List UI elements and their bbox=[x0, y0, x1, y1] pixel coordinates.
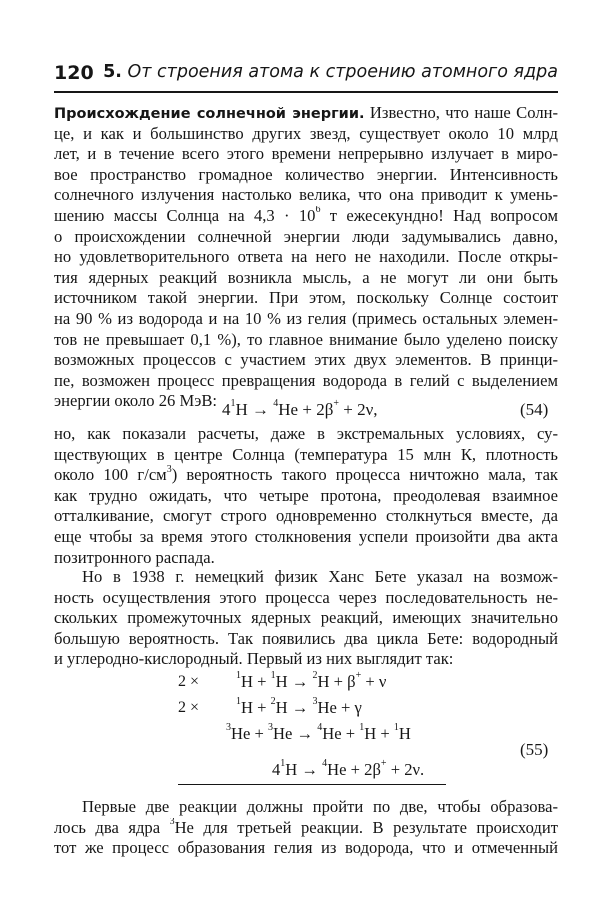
text-line: пе, возможен процесс превращения водорода в гелий с выделением bbox=[54, 370, 558, 390]
paragraph-bethe bbox=[54, 567, 558, 670]
equation-number-55: (55) bbox=[520, 740, 549, 759]
page-number: 120 bbox=[54, 62, 94, 84]
paragraph-conclusion bbox=[54, 797, 558, 859]
text-line: но удовлетворительного ответа на него не находили. После откры- bbox=[54, 247, 558, 267]
header-rule bbox=[54, 91, 558, 93]
text-line: источником такой энергии. При этом, поскольку Солнце состоит bbox=[54, 288, 558, 308]
paragraph-solar-energy bbox=[54, 103, 558, 412]
text-line: лет, и в течение всего этого времени непрерывно излучает в миро- bbox=[54, 144, 558, 164]
text-line: Но в 1938 г. немецкий физик Ханс Бете указал на возмож- bbox=[82, 567, 558, 586]
reaction-total: $4^1H \to ^4He + 2\beta^+ + 2\nu$. bbox=[272, 758, 425, 779]
text-line: ность осуществления этого процесса через последовательность не- bbox=[54, 587, 558, 607]
multiplier: 2 × bbox=[178, 699, 200, 716]
text-line: о происхождении солнечной энергии люди задумывались давно, bbox=[54, 226, 558, 246]
reaction-2: $^1$H + $^2$H → $^3$He + γ bbox=[236, 696, 362, 717]
text-line: на 90 % из водорода и на 10 % из гелия (примесь остальных элемен- bbox=[54, 308, 558, 328]
chapter-number: 5. bbox=[103, 62, 122, 82]
reaction-3: $^3$He + $^3$He → $^4$He + $^1$H + $^1$H bbox=[226, 722, 411, 743]
text-line: тот же процесс образования гелия из водорода, что и отмеченный bbox=[54, 838, 558, 858]
text-line: энергии около 26 МэВ: bbox=[54, 391, 217, 411]
text-line: вое пространство громадное количество энергии. Интенсивность bbox=[54, 164, 558, 184]
text-line: позитронного распада. bbox=[54, 547, 215, 567]
text-line: ществующих в центре Солнца (температура 15 млн К, плотность bbox=[54, 444, 558, 464]
text-line: возможных процессов с участием этих двух элементов. В принци- bbox=[54, 350, 558, 370]
reaction-1: $^1$H + $^1$H → $^2$H + β+ + ν bbox=[236, 670, 387, 691]
text-line: Первые две реакции должны пройти по две, чтобы образова- bbox=[82, 797, 558, 816]
equation-number-54: (54) bbox=[520, 400, 549, 419]
multiplier: 2 × bbox=[178, 673, 200, 690]
text-line: тов не превышает 0,1 %), то главное внимание было уделено поиску bbox=[54, 329, 558, 349]
paragraph-heading: Происхождение солнечной энергии. bbox=[54, 106, 365, 122]
text-line: тия ядерных реакций возникла мысль, а не могут ли они быть bbox=[54, 267, 558, 287]
text-line: но, как показали расчеты, даже в экстремальных условиях, су- bbox=[54, 424, 558, 443]
text-line: еще чтобы за время этого столкновения успели произойти два акта bbox=[54, 526, 558, 546]
text-line: шению массы Солнца на $4,3 \cdot 10^6$ т ежесекундно! Над вопросом bbox=[54, 205, 558, 225]
equation-54: $4^1H \to ^4He + 2\beta^+ + 2\nu$, bbox=[222, 398, 378, 419]
chapter-title: От строения атома к строению атомного ядра bbox=[127, 62, 558, 82]
text-line: и углеродно-кислородный. Первый из них выглядит так: bbox=[54, 649, 454, 669]
page-header bbox=[54, 62, 558, 90]
text-line: большую вероятность. Так появились два цикла Бете: водородный bbox=[54, 628, 558, 648]
sum-rule bbox=[178, 784, 446, 785]
text-line: лось два ядра $^3$He для третьей реакции. В результате происходит bbox=[54, 817, 558, 837]
text-line: как трудно ожидать, что четыре протона, преодолевая взаимное bbox=[54, 485, 558, 505]
paragraph-probability bbox=[54, 424, 558, 568]
text-line: отталкивание, смогут строго одновременно столкнуться вместе, да bbox=[54, 506, 558, 526]
text-line: солнечного излучения настолько велика, что она приводит к умень- bbox=[54, 185, 558, 205]
text-line: Происхождение солнечной энергии. Известно, что наше Солн- bbox=[54, 103, 558, 122]
text-line: це, и как и большинство других звезд, существует около 10 млрд bbox=[54, 123, 558, 143]
text-line: около 100 $г/см^3$) вероятность такого процесса ничтожно мала, так bbox=[54, 465, 558, 485]
text-line: скольких промежуточных ядерных реакций, имеющих значительно bbox=[54, 608, 558, 628]
running-title bbox=[103, 62, 558, 82]
